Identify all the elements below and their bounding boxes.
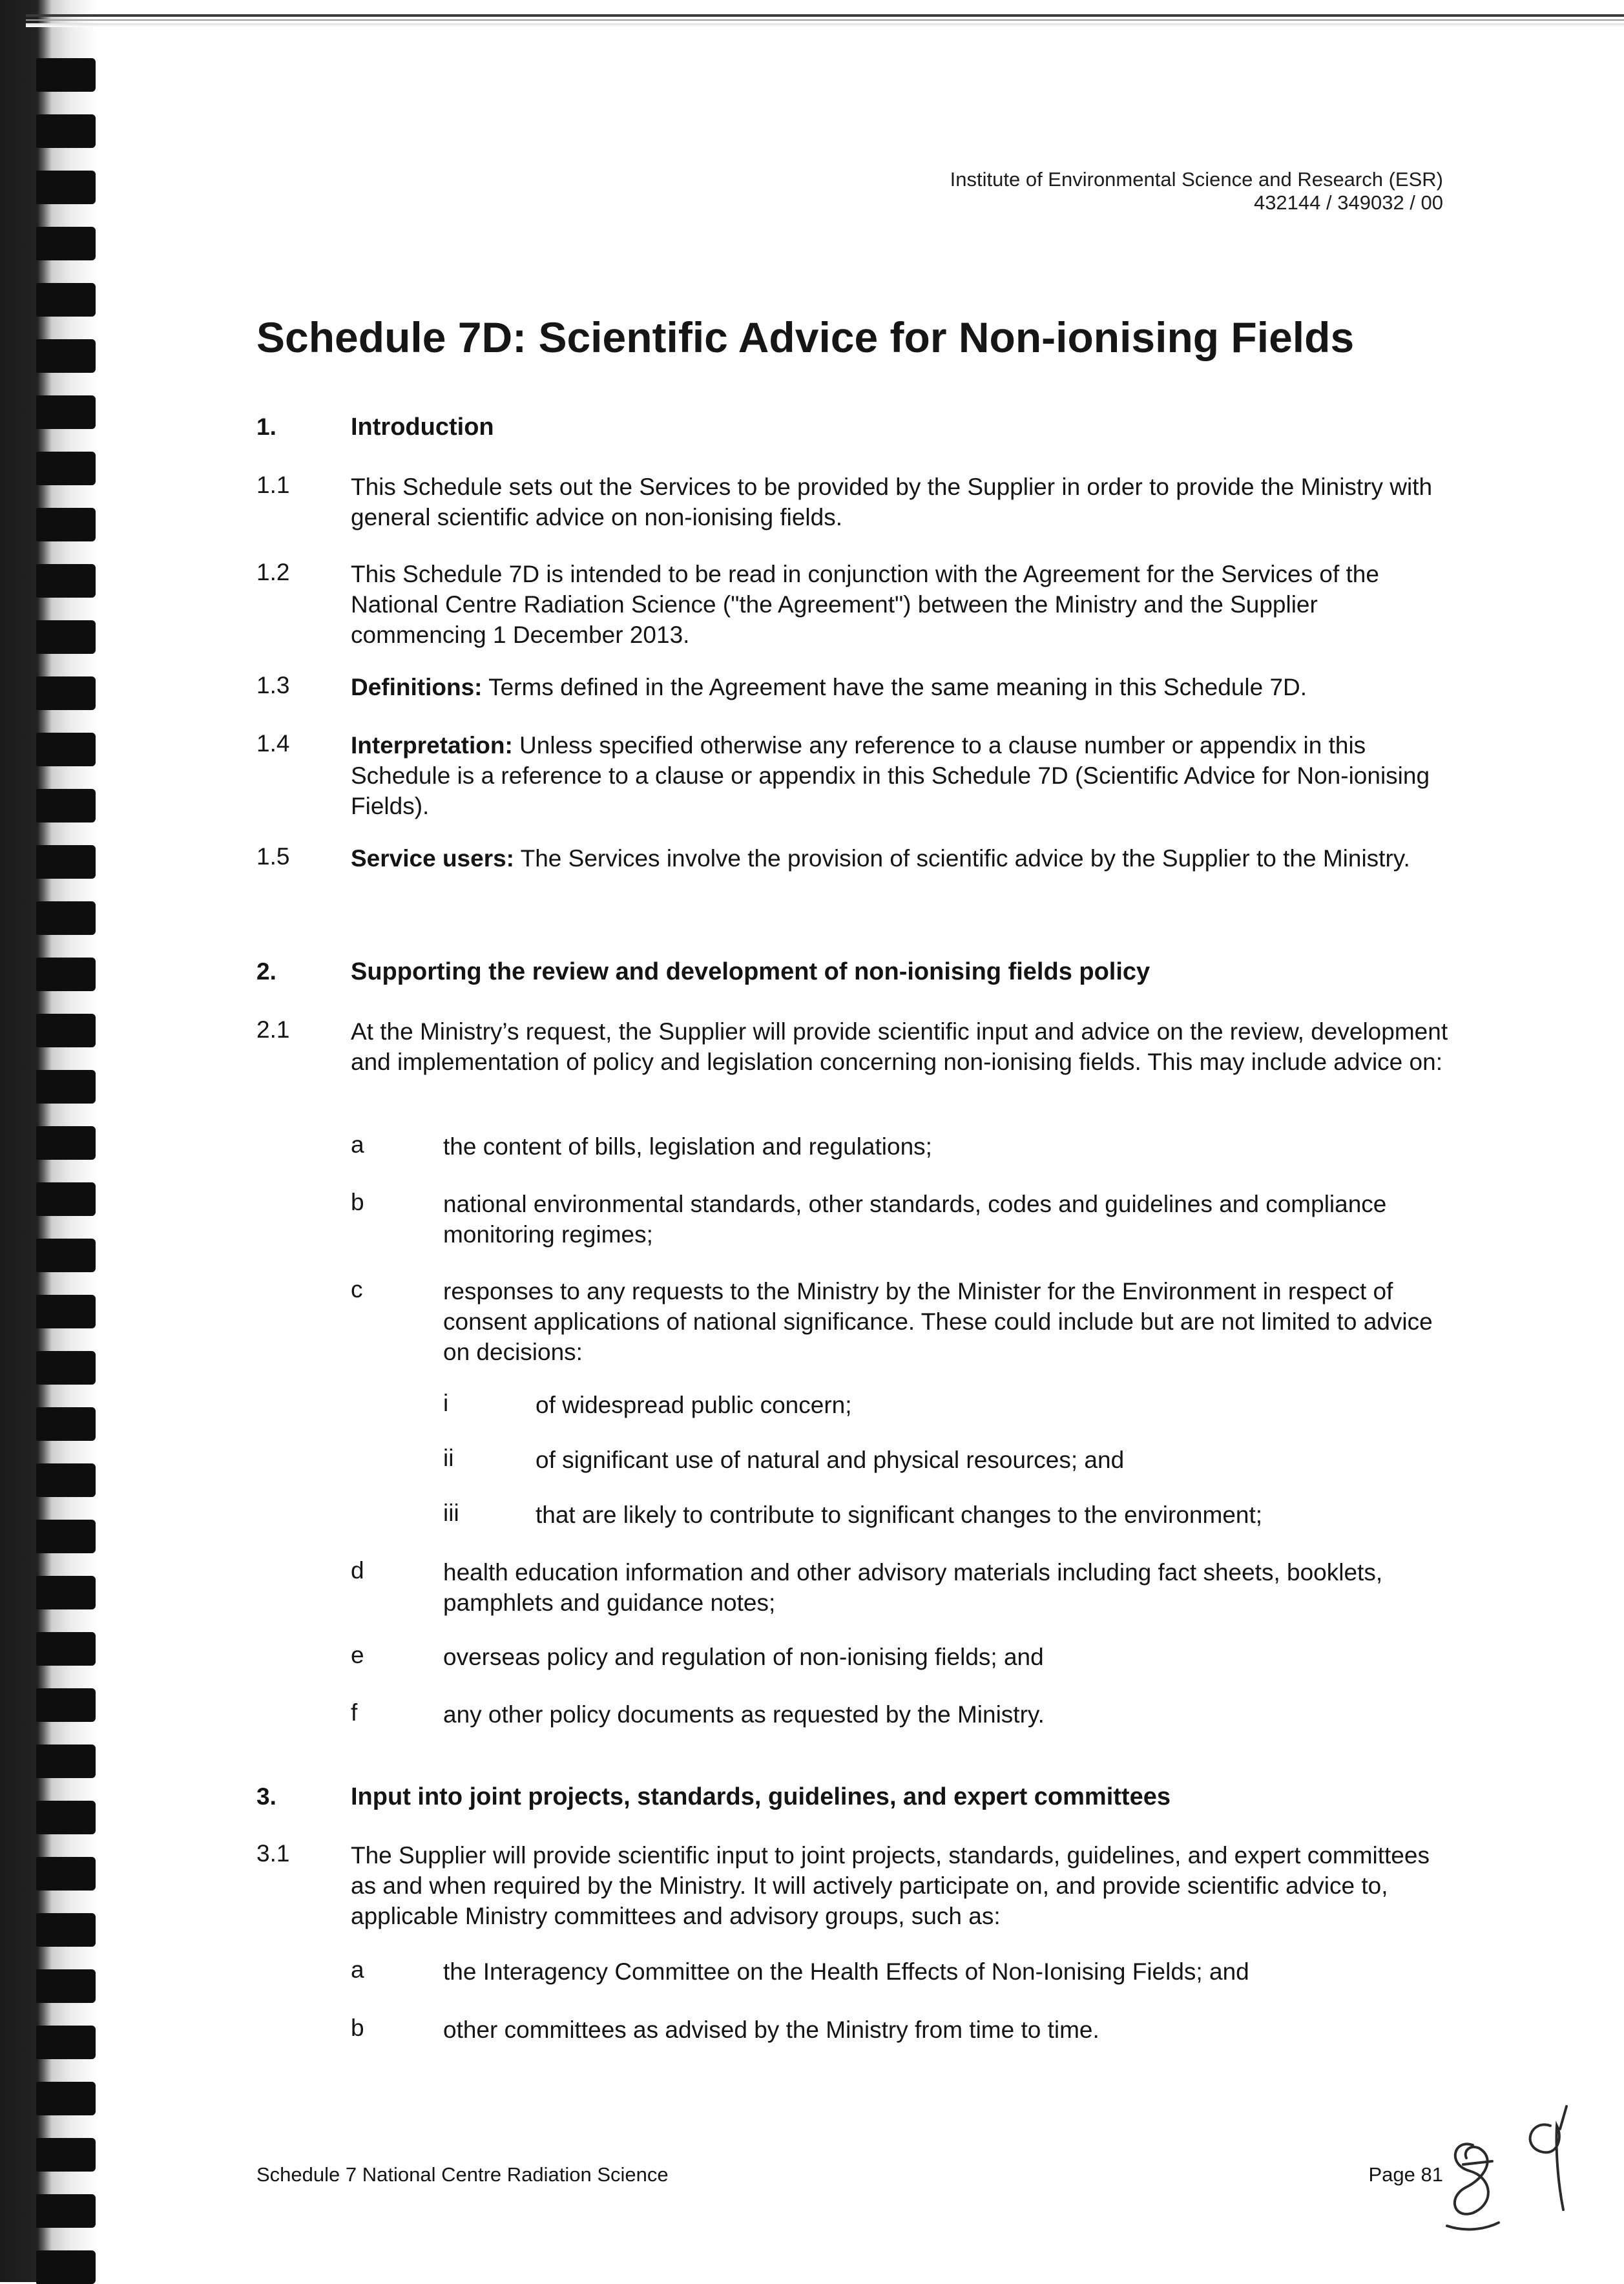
list-item-letter: a — [351, 1956, 364, 1983]
list-item-letter: f — [351, 1699, 358, 1726]
binder-hole — [36, 114, 96, 148]
clause-lead: Definitions: — [351, 674, 483, 700]
sub-item-text: that are likely to contribute to significant changes to the environment; — [536, 1502, 1263, 1528]
clause-text: The Supplier will provide scientific input to joint projects, standards, guidelines, and expert committees as and when required by the Ministry. It will actively participate on, and provide scientific advice to, applicable Ministry committees and advisory groups, such as: — [351, 1842, 1430, 1929]
header-reference: 432144 / 349032 / 00 — [1253, 191, 1443, 214]
binder-hole — [36, 2082, 96, 2115]
clause-text: This Schedule 7D is intended to be read in conjunction with the Agreement for the Services of the National Centre Radiation Science ("the Agreement") between the Ministry and the Supplier commencing 1 December 2013. — [351, 561, 1379, 648]
binder-hole — [36, 564, 96, 598]
sub-item-numeral: iii — [443, 1500, 459, 1526]
binder-hole — [36, 620, 96, 654]
binder-hole — [36, 1913, 96, 1947]
binder-hole — [36, 2026, 96, 2059]
binder-hole — [36, 2194, 96, 2228]
sub-item-text: of significant use of natural and physical resources; and — [536, 1447, 1125, 1473]
page-title: Schedule 7D: Scientific Advice for Non-ionising Fields — [256, 313, 1355, 361]
list-item-text: any other policy documents as requested by the Ministry. — [443, 1701, 1045, 1728]
binder-hole — [36, 171, 96, 204]
binder-hole — [36, 2138, 96, 2172]
list-item-letter: c — [351, 1276, 363, 1303]
header-organisation: Institute of Environmental Science and Research (ESR) — [950, 168, 1443, 191]
sub-item-numeral: ii — [443, 1445, 454, 1471]
clause-text — [351, 672, 1449, 702]
list-item-text: the Interagency Committee on the Health Effects of Non-Ionising Fields; and — [443, 1958, 1249, 1985]
handwritten-annotation — [1434, 2100, 1583, 2261]
binder-hole — [36, 1351, 96, 1385]
list-item-text: national environmental standards, other standards, codes and guidelines and compliance monitoring regimes; — [443, 1191, 1387, 1248]
list-item-letter: b — [351, 1189, 364, 1215]
list-item-text: responses to any requests to the Ministry by the Minister for the Environment in respect of consent applications of national significance. These could include but are not limited to advice on decisions: — [443, 1278, 1433, 1365]
binder-hole — [36, 1182, 96, 1216]
binder-hole — [36, 227, 96, 260]
clause-lead: Service users: — [351, 845, 515, 872]
section-heading: Introduction — [351, 414, 494, 441]
section-heading: Input into joint projects, standards, guidelines, and expert committees — [351, 1783, 1171, 1810]
list-item-letter: d — [351, 1557, 364, 1584]
binder-hole — [36, 1632, 96, 1666]
clause-text: At the Ministry’s request, the Supplier will provide scientific input and advice on the review, development and implementation of policy and legislation concerning non-ionising fields. This may include advice on: — [351, 1018, 1448, 1075]
sub-item-text: of widespread public concern; — [536, 1392, 852, 1418]
list-item-text: other committees as advised by the Ministry from time to time. — [443, 2017, 1099, 2043]
clause-number: 1.1 — [256, 472, 290, 498]
section-number: 2. — [256, 958, 276, 985]
list-item-letter: a — [351, 1131, 364, 1158]
binder-hole — [36, 508, 96, 541]
clause-body: The Services involve the provision of scientific advice by the Supplier to the Ministry. — [514, 845, 1410, 872]
binder-hole — [36, 1126, 96, 1160]
binder-hole — [36, 958, 96, 991]
binder-hole — [36, 676, 96, 710]
clause-text: This Schedule sets out the Services to be provided by the Supplier in order to provide the Ministry with general scientific advice on non-ionising fields. — [351, 474, 1433, 530]
binder-hole — [36, 452, 96, 485]
binder-hole — [36, 58, 96, 92]
clause-body: Terms defined in the Agreement have the same meaning in this Schedule 7D. — [482, 674, 1307, 700]
section-number: 3. — [256, 1783, 276, 1810]
clause-number: 1.3 — [256, 672, 290, 698]
clause-number: 1.5 — [256, 843, 290, 870]
binder-hole — [36, 1576, 96, 1609]
binder-hole — [36, 901, 96, 935]
clause-text — [351, 730, 1449, 821]
binder-hole — [36, 1463, 96, 1497]
clause-lead: Interpretation: — [351, 732, 513, 759]
clause-body: Unless specified otherwise any reference to a clause number or appendix in this Schedule is a reference to a clause or appendix in this Schedule 7D (Scientific Advice for Non-ionising Fields). — [351, 732, 1430, 819]
sub-item-numeral: i — [443, 1390, 449, 1416]
binder-hole — [36, 339, 96, 373]
clause-number: 3.1 — [256, 1840, 290, 1867]
binder-hole — [36, 733, 96, 766]
list-item-text: health education information and other advisory materials including fact sheets, booklets, pamphlets and guidance notes; — [443, 1559, 1383, 1616]
binder-hole — [36, 2250, 96, 2284]
binder-hole — [36, 845, 96, 879]
list-item-letter: b — [351, 2015, 364, 2041]
binder-hole — [36, 1407, 96, 1441]
clause-number: 1.4 — [256, 730, 290, 757]
binder-hole — [36, 789, 96, 822]
list-item-letter: e — [351, 1642, 364, 1668]
list-item-text: overseas policy and regulation of non-ionising fields; and — [443, 1644, 1044, 1670]
binder-hole — [36, 1969, 96, 2003]
binder-hole — [36, 1520, 96, 1553]
clause-number: 2.1 — [256, 1016, 290, 1043]
clause-text — [351, 843, 1449, 874]
binder-hole — [36, 395, 96, 429]
binder-hole — [36, 283, 96, 317]
section-number: 1. — [256, 414, 276, 440]
binder-hole — [36, 1744, 96, 1778]
binder-hole — [36, 1688, 96, 1722]
binder-hole — [36, 1239, 96, 1272]
top-scan-edge — [26, 10, 1624, 30]
section-heading: Supporting the review and development of non-ionising fields policy — [351, 958, 1150, 985]
binder-hole — [36, 1801, 96, 1834]
binder-hole — [36, 1857, 96, 1891]
binder-hole — [36, 1070, 96, 1104]
footer-page-number: Page 81 — [1368, 2163, 1443, 2186]
binder-hole — [36, 1295, 96, 1328]
clause-number: 1.2 — [256, 559, 290, 585]
binder-hole — [36, 1014, 96, 1047]
list-item-text: the content of bills, legislation and regulations; — [443, 1133, 932, 1160]
footer-title: Schedule 7 National Centre Radiation Science — [256, 2163, 669, 2186]
